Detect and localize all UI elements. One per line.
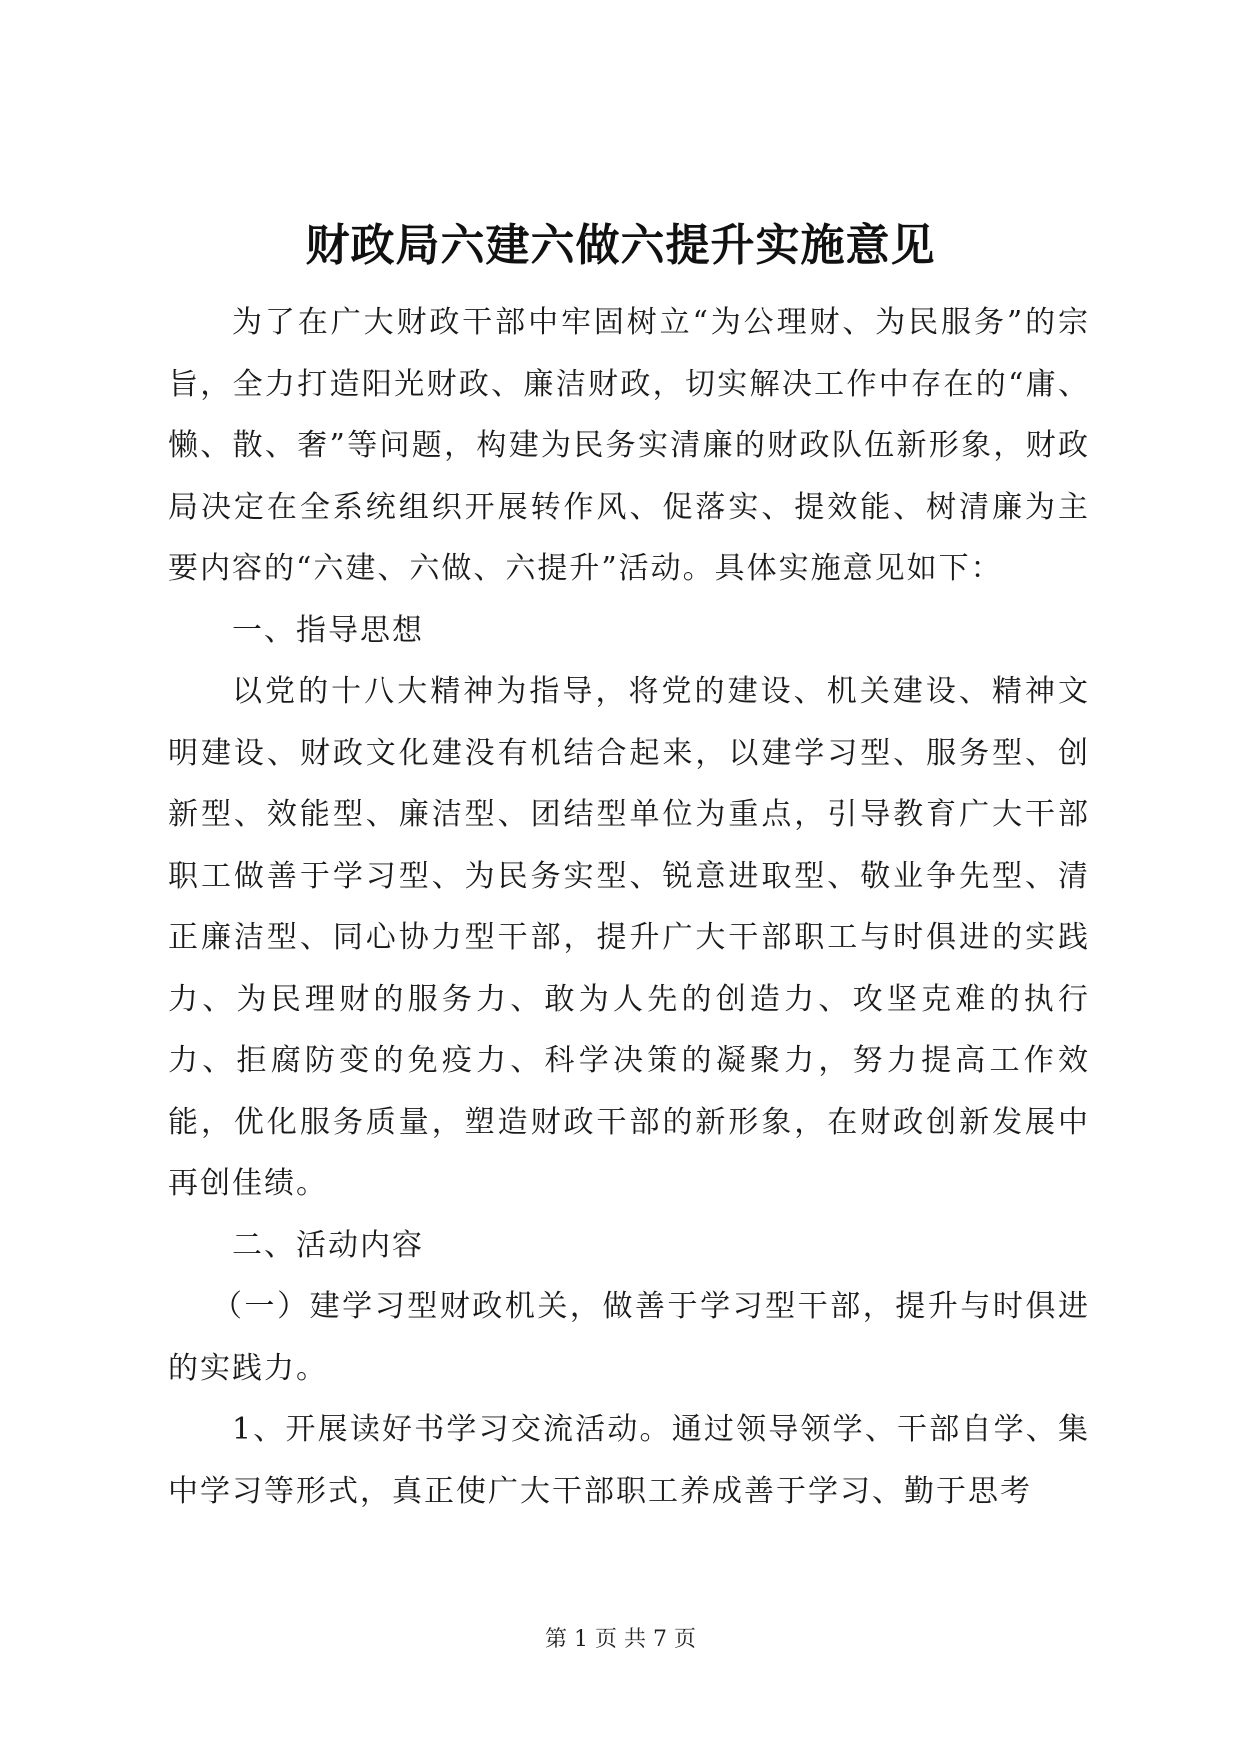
document-body [168,292,1090,1522]
page-number: 第 1 页 共 7 页 [545,1627,696,1652]
document-title: 财政局六建六做六提升实施意见 [305,220,936,271]
paragraph-intro: 为了在广大财政干部中牢固树立“为公理财、为民服务”的宗旨，全力打造阳光财政、廉洁财政，切实解决工作中存在的“庸、懒、散、奢”等问题，构建为民务实清廉的财政队伍新形象，财政局决定在全系统组织开展转作风、促落实、提效能、树清廉为主要内容的“六建、六做、六提升”活动。具体实施意见如下： [168,305,1090,586]
section-heading-guiding-ideology: 一、指导思想 [232,612,424,648]
section-heading-activity-content: 二、活动内容 [232,1227,424,1263]
subsection-heading-learning: （一）建学习型财政机关，做善于学习型干部，提升与时俱进的实践力。 [168,1289,1090,1386]
paragraph-guiding-ideology: 以党的十八大精神为指导，将党的建设、机关建设、精神文明建设、财政文化建没有机结合起来，以建学习型、服务型、创新型、效能型、廉洁型、团结型单位为重点，引导教育广大干部职工做善于学习型、为民务实型、锐意进取型、敬业争先型、清正廉洁型、同心协力型干部，提升广大干部职工与时俱进的实践力、为民理财的服务力、敢为人先的创造力、攻坚克难的执行力、拒腐防变的免疫力、科学决策的凝聚力，努力提高工作效能，优化服务质量，塑造财政干部的新形象，在财政创新发展中再创佳绩。 [168,674,1090,1201]
paragraph-reading-activity: 1、开展读好书学习交流活动。通过领导领学、干部自学、集中学习等形式，真正使广大干部职工养成善于学习、勤于思考 [168,1412,1090,1509]
